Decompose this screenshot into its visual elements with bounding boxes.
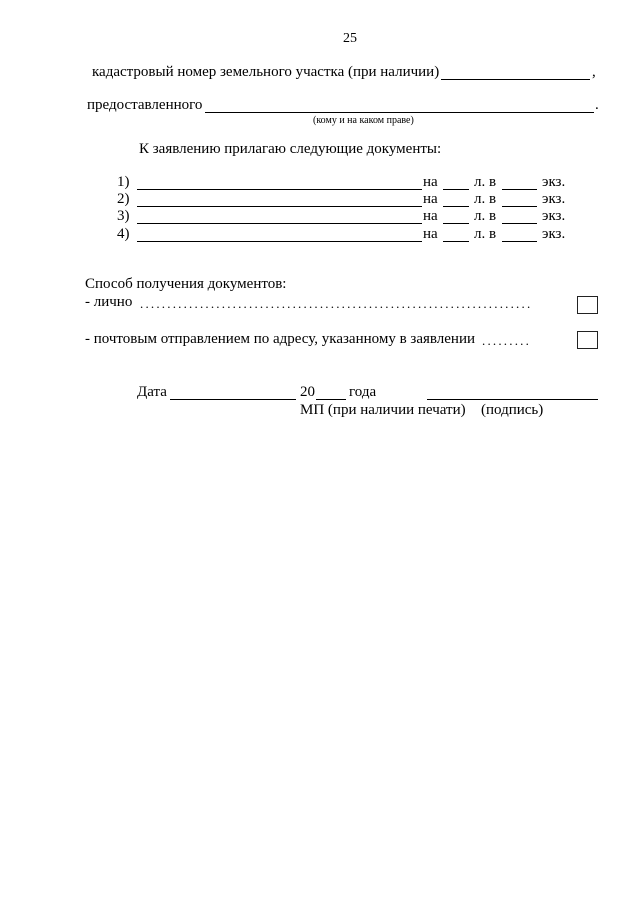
signature-caption: (подпись)	[481, 402, 544, 418]
attachment-pages-field[interactable]	[443, 223, 469, 224]
cadastral-comma: ,	[592, 64, 596, 80]
attachment-name-field[interactable]	[137, 223, 422, 224]
year-prefix: 20	[300, 384, 315, 400]
attachment-ekz: экз.	[542, 208, 566, 224]
attachments-heading: К заявлению прилагаю следующие документы:	[139, 141, 442, 157]
attachment-lv: л. в	[474, 208, 497, 224]
date-label: Дата	[137, 384, 167, 400]
attachment-copies-field[interactable]	[502, 223, 537, 224]
attachment-pages-field[interactable]	[443, 206, 469, 207]
attachment-na: на	[423, 174, 438, 190]
attachment-number: 3)	[117, 208, 130, 224]
cadastral-label: кадастровый номер земельного участка (при наличии)	[92, 64, 440, 80]
mail-checkbox[interactable]	[577, 331, 598, 349]
attachment-lv: л. в	[474, 174, 497, 190]
attachment-number: 2)	[117, 191, 130, 207]
stamp-caption: МП (при наличии печати)	[300, 402, 466, 418]
attachment-ekz: экз.	[542, 174, 566, 190]
attachment-name-field[interactable]	[137, 241, 422, 242]
attachment-number: 4)	[117, 226, 130, 242]
attachment-na: на	[423, 226, 438, 242]
receipt-option-leader: ........................................................................	[140, 296, 533, 311]
year-field[interactable]	[316, 399, 346, 400]
receipt-option-label: - лично	[85, 294, 133, 310]
attachment-na: на	[423, 191, 438, 207]
attachment-copies-field[interactable]	[502, 241, 537, 242]
receipt-heading: Способ получения документов:	[85, 276, 287, 292]
attachment-copies-field[interactable]	[502, 189, 537, 190]
attachment-lv: л. в	[474, 226, 497, 242]
signature-field[interactable]	[427, 399, 598, 400]
receipt-option-leader: .........	[482, 333, 532, 348]
attachment-name-field[interactable]	[137, 206, 422, 207]
attachment-ekz: экз.	[542, 226, 566, 242]
provided-label: предоставленного	[87, 97, 203, 113]
attachment-name-field[interactable]	[137, 189, 422, 190]
receipt-option-label: - почтовым отправлением по адресу, указанному в заявлении	[85, 331, 476, 347]
attachment-copies-field[interactable]	[502, 206, 537, 207]
date-field[interactable]	[170, 399, 296, 400]
cadastral-field[interactable]	[441, 79, 590, 80]
provided-hint: (кому и на каком праве)	[313, 115, 414, 126]
attachment-pages-field[interactable]	[443, 189, 469, 190]
attachment-number: 1)	[117, 174, 130, 190]
attachment-na: на	[423, 208, 438, 224]
in-person-checkbox[interactable]	[577, 296, 598, 314]
attachment-lv: л. в	[474, 191, 497, 207]
attachment-ekz: экз.	[542, 191, 566, 207]
attachment-pages-field[interactable]	[443, 241, 469, 242]
provided-field[interactable]	[205, 112, 594, 113]
provided-period: .	[595, 97, 599, 113]
year-suffix: года	[349, 384, 377, 400]
page-number: 25	[343, 31, 357, 46]
